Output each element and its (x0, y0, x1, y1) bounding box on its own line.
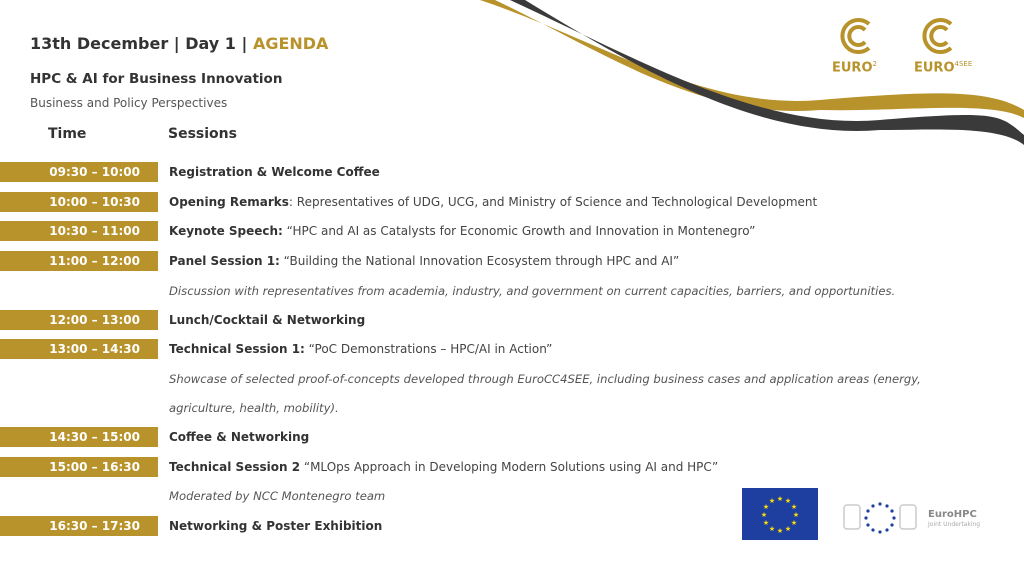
time-slot: 10:30 – 11:00 (0, 221, 158, 241)
euro2-text: EURO (832, 60, 873, 76)
session-label: Networking & Poster Exhibition (169, 519, 383, 533)
svg-text:★: ★ (776, 527, 784, 535)
session-text (169, 310, 365, 330)
svg-text:★: ★ (784, 497, 792, 505)
column-header-sessions: Sessions (168, 126, 237, 142)
session-note: Discussion with representatives from academia, industry, and government on current capacities, barriers, and opportunities. (169, 284, 896, 298)
euro4see-text: EURO (914, 60, 955, 76)
session-detail: “PoC Demonstrations – HPC/AI in Action” (304, 342, 553, 356)
agenda-row (0, 192, 1024, 212)
page-subtitle: Business and Policy Perspectives (30, 96, 228, 110)
header-day: Day 1 (185, 34, 236, 53)
eu-stars-icon (742, 488, 818, 540)
session-text (169, 192, 817, 212)
eurohpc-logo-subtext: Joint Undertaking (928, 521, 981, 528)
eu-flag-icon (742, 488, 818, 540)
svg-text:★: ★ (784, 525, 792, 533)
session-label: Keynote Speech: (169, 224, 283, 238)
header-agenda: AGENDA (252, 34, 329, 53)
svg-text:★: ★ (762, 519, 770, 527)
svg-text:★: ★ (790, 519, 798, 527)
header-date: 13th December (30, 34, 169, 53)
euro4see-logo-text (914, 60, 972, 75)
svg-text:★: ★ (768, 497, 776, 505)
session-label: Lunch/Cocktail & Networking (169, 313, 366, 327)
agenda-row (0, 339, 1024, 359)
column-header-time: Time (48, 126, 87, 142)
session-label: Registration & Welcome Coffee (169, 165, 380, 179)
agenda-row (0, 457, 1024, 477)
svg-text:★: ★ (762, 503, 770, 511)
session-text (169, 516, 382, 536)
session-text (169, 339, 552, 359)
time-slot: 15:00 – 16:30 (0, 457, 158, 477)
time-slot: 12:00 – 13:00 (0, 310, 158, 330)
svg-text:★: ★ (768, 525, 776, 533)
eurohpc-logo-icon (842, 497, 922, 537)
header-separator: | (241, 34, 248, 53)
agenda-row (0, 251, 1024, 271)
agenda-row (0, 427, 1024, 447)
session-text (169, 221, 755, 241)
session-detail: “HPC and AI as Catalysts for Economic Growth and Innovation in Montenegro” (282, 224, 756, 238)
session-detail: “MLOps Approach in Developing Modern Solutions using AI and HPC” (300, 460, 719, 474)
header-separator: | (173, 34, 180, 53)
euro2-logo-text (832, 60, 877, 75)
agenda-row (0, 221, 1024, 241)
session-label: Coffee & Networking (169, 430, 310, 444)
session-text (169, 162, 380, 182)
euro4see-logo-icon (917, 14, 961, 58)
svg-text:★: ★ (760, 511, 768, 519)
euro4see-sup: 4SEE (954, 60, 973, 68)
session-note: Moderated by NCC Montenegro team (169, 489, 386, 503)
session-note: Showcase of selected proof-of-concepts developed through EuroCC4SEE, including business cases and application areas (energy, (169, 372, 921, 386)
euro2-sup: 2 (872, 60, 877, 68)
time-slot: 11:00 – 12:00 (0, 251, 158, 271)
time-slot: 16:30 – 17:30 (0, 516, 158, 536)
session-detail: : Representatives of UDG, UCG, and Ministry of Science and Technological Development (288, 195, 818, 209)
session-detail: “Building the National Innovation Ecosystem through HPC and AI” (279, 254, 680, 268)
time-slot: 14:30 – 15:00 (0, 427, 158, 447)
page-title: HPC & AI for Business Innovation (30, 71, 283, 87)
agenda-row (0, 310, 1024, 330)
svg-text:★: ★ (790, 503, 798, 511)
session-text (169, 457, 718, 477)
session-label: Technical Session 2 (169, 460, 301, 474)
session-text (169, 251, 679, 271)
time-slot: 13:00 – 14:30 (0, 339, 158, 359)
agenda-header (30, 34, 328, 53)
session-label: Opening Remarks (169, 195, 289, 209)
agenda-row (0, 162, 1024, 182)
session-text (169, 427, 309, 447)
svg-text:★: ★ (776, 495, 784, 503)
session-label: Technical Session 1: (169, 342, 305, 356)
euro2-logo-icon (835, 14, 879, 58)
time-slot: 10:00 – 10:30 (0, 192, 158, 212)
session-label: Panel Session 1: (169, 254, 280, 268)
svg-text:★: ★ (792, 511, 800, 519)
time-slot: 09:30 – 10:00 (0, 162, 158, 182)
session-note: agriculture, health, mobility). (169, 401, 339, 415)
eurohpc-logo-text: EuroHPC (928, 509, 977, 520)
